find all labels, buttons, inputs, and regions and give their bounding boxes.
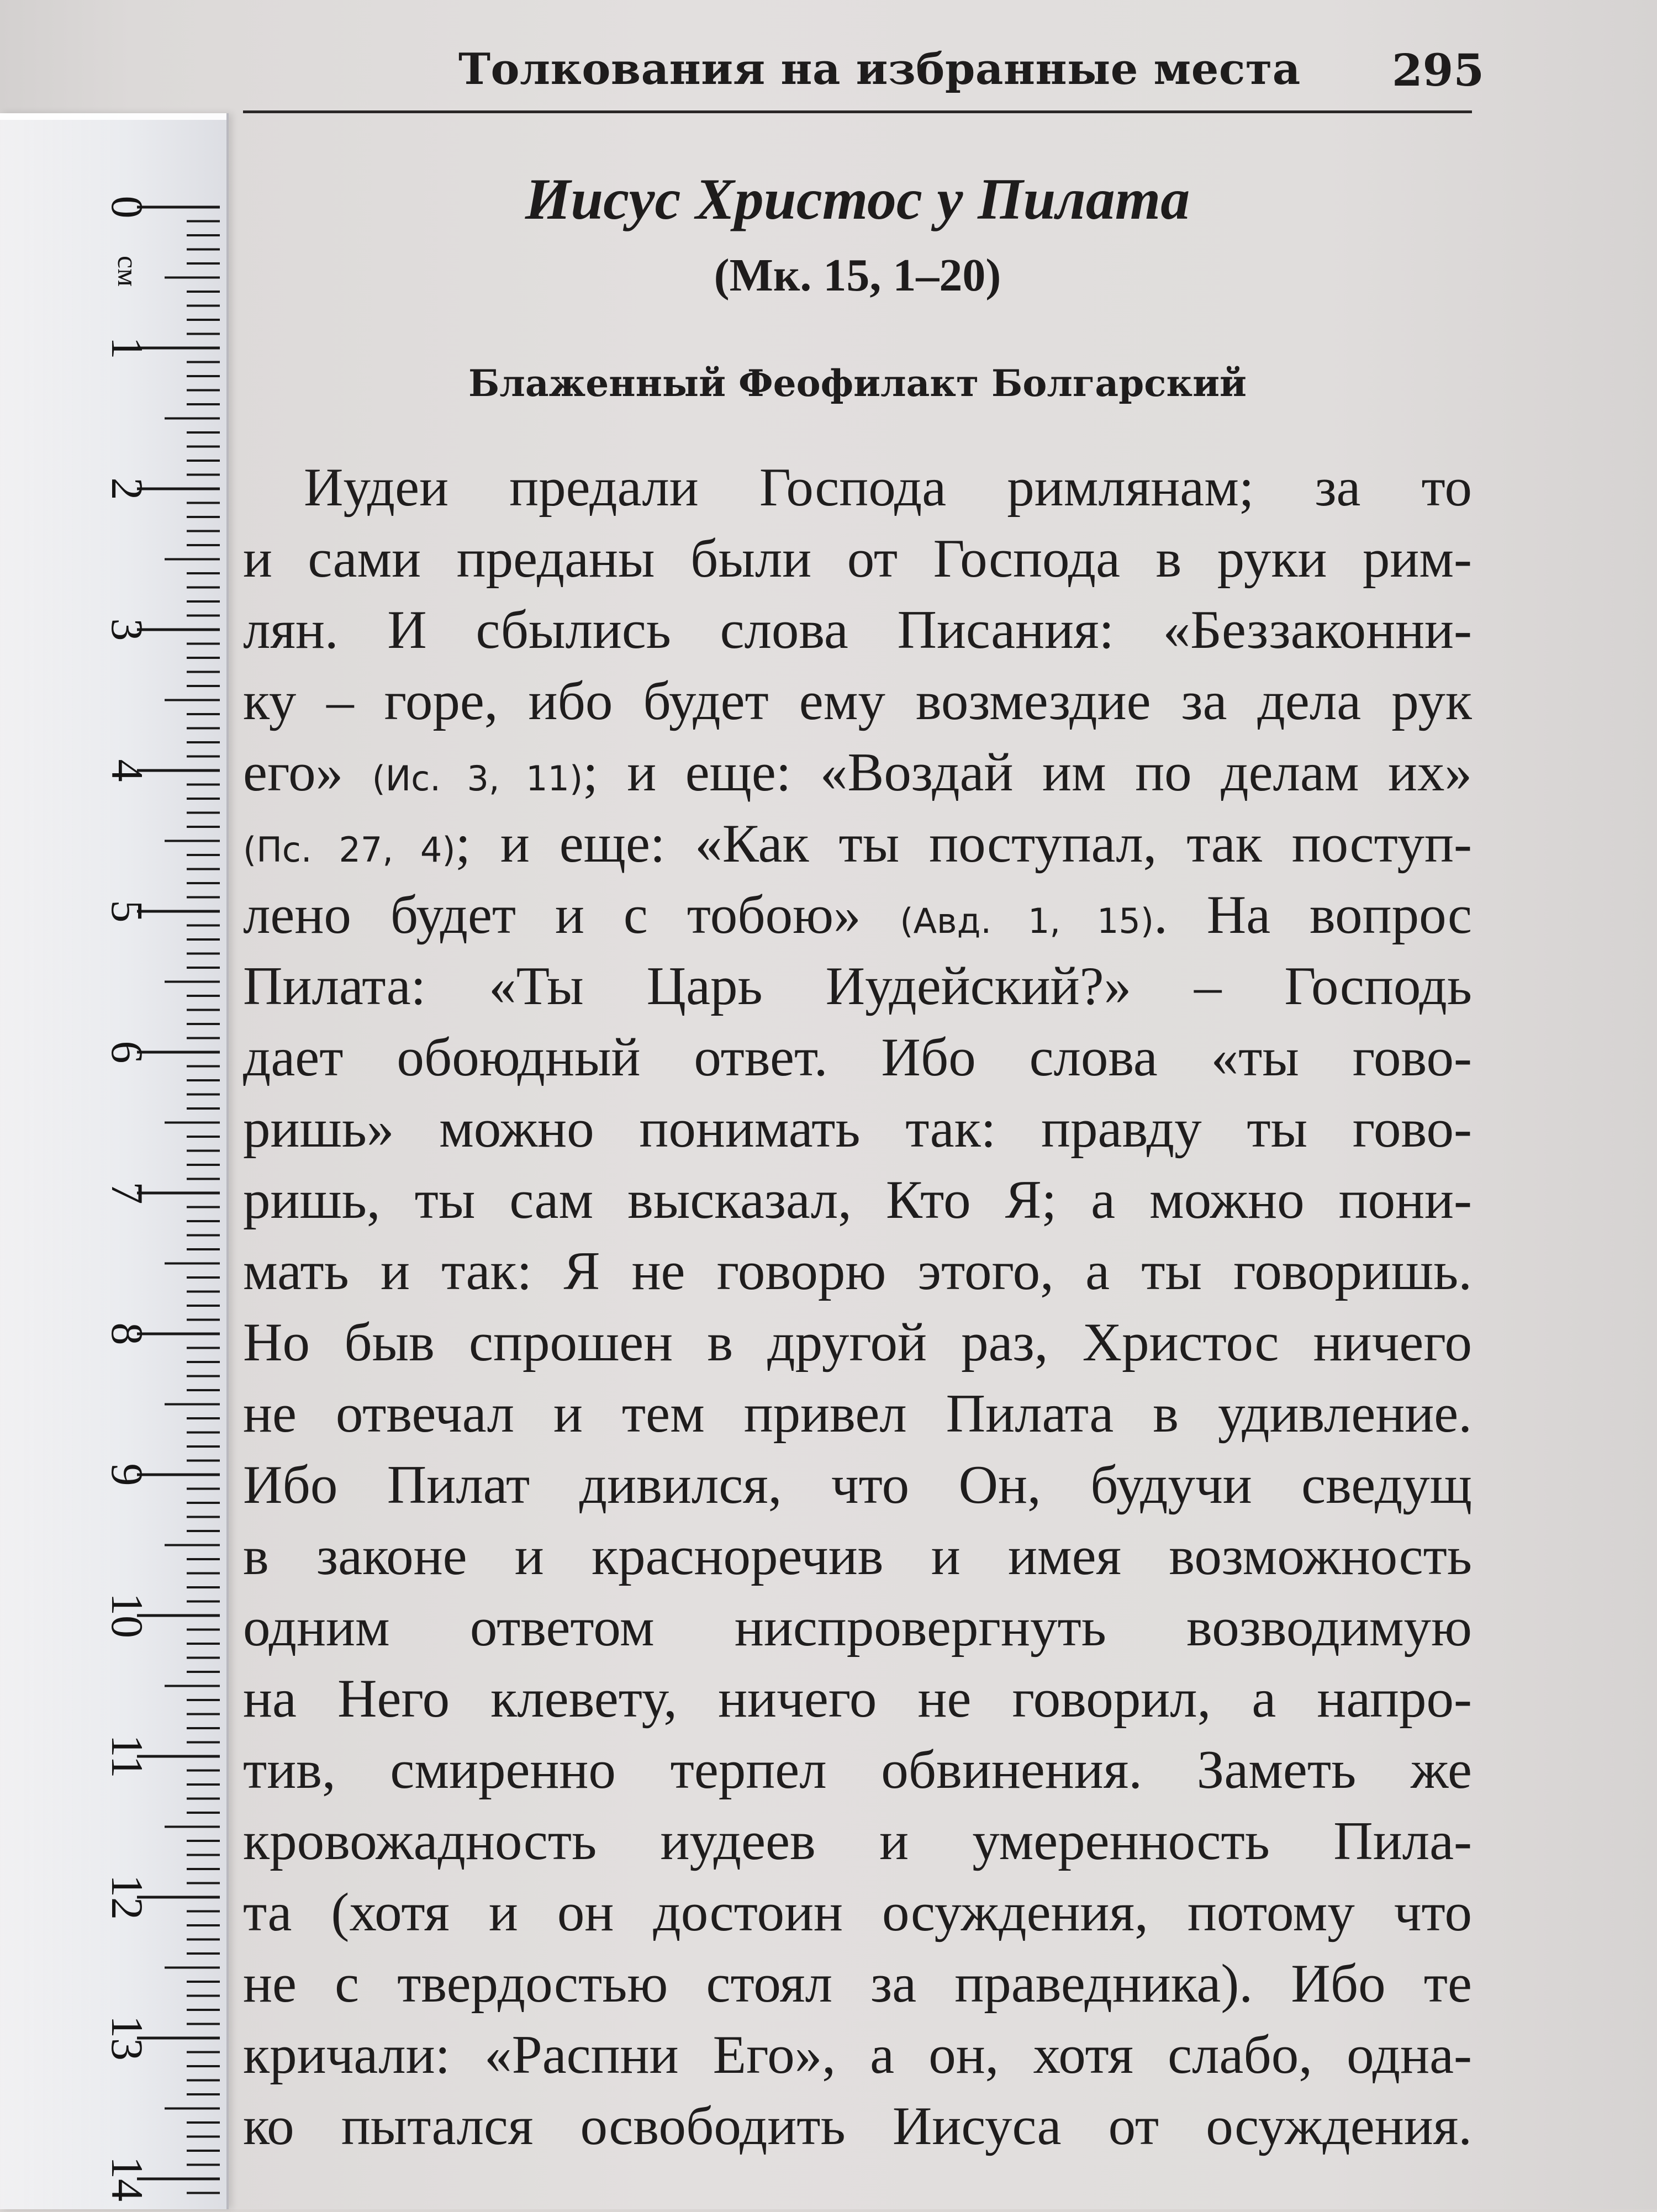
ruler-number: 12 [102, 1875, 152, 1920]
header-rule [243, 110, 1472, 113]
text-line [243, 1521, 1472, 1592]
page-number: 295 [1392, 44, 1484, 96]
text-segment: и сами преданы были от Господа в руки рим- [243, 529, 1472, 589]
text-segment: тив, смиренно терпел обвинения. Заметь же [243, 1740, 1472, 1800]
text-line [243, 1592, 1472, 1663]
ruler-number: 3 [102, 618, 152, 641]
text-segment: на Него клевету, ничего не говорил, а напро- [243, 1669, 1472, 1729]
text-line [243, 666, 1472, 737]
text-segment: кровожадность иудеев и умеренность Пила- [243, 1811, 1472, 1871]
text-line [243, 737, 1472, 808]
text-segment: ришь, ты сам высказал, Кто Я; а можно пони- [243, 1170, 1472, 1230]
ruler-number: 13 [102, 2015, 152, 2061]
text-segment: одним ответом ниспровергнуть возводимую [243, 1597, 1472, 1657]
body-text [243, 452, 1472, 2162]
scripture-reference: (Мк. 15, 1–20) [714, 250, 1001, 301]
text-segment: мать и так: Я не говорю этого, а ты говоришь. [243, 1241, 1472, 1301]
ruler-number: 5 [102, 900, 152, 923]
text-line [243, 2090, 1472, 2162]
ruler-number: 4 [102, 759, 152, 782]
text-segment: Пилата: «Ты Царь Иудейский?» – Господь [243, 956, 1472, 1016]
running-title: Толкования на избранные места [458, 44, 1301, 94]
text-line [243, 1948, 1472, 2019]
transparent-ruler [0, 113, 229, 2209]
ruler-number: 1 [102, 336, 152, 360]
inline-reference: (Пс. 27, 4) [243, 830, 456, 870]
text-segment: ; и еще: «Как ты поступал, так поступ- [455, 814, 1472, 874]
text-segment: лено будет и с тобою» [243, 885, 900, 945]
text-segment: его» [243, 742, 372, 803]
text-line [243, 1734, 1472, 1806]
ruler-number: 9 [102, 1463, 152, 1486]
text-line [243, 1236, 1472, 1307]
ruler-unit-label: см [112, 256, 143, 287]
ruler-number: 6 [102, 1041, 152, 1064]
text-line [243, 1022, 1472, 1093]
text-line [243, 594, 1472, 666]
text-line [243, 452, 1472, 523]
text-segment: не с твердостью стоял за праведника). Ибо те [243, 1954, 1472, 2014]
inline-reference: (Ис. 3, 11) [372, 758, 583, 799]
text-segment: ришь» можно понимать так: правду ты гово- [243, 1099, 1472, 1159]
text-segment: ку – горе, ибо будет ему возмездие за дела рук [243, 671, 1472, 731]
text-line [243, 1093, 1472, 1164]
text-segment: ; и еще: «Воздай им по делам их» [583, 742, 1472, 803]
text-line [243, 1449, 1472, 1521]
text-segment: не отвечал и тем привел Пилата в удивление. [243, 1384, 1472, 1444]
text-segment: дает обоюдный ответ. Ибо слова «ты гово- [243, 1027, 1472, 1087]
text-segment: Иудеи предали Господа римлянам; за то [304, 457, 1472, 518]
ruler-number: 11 [102, 1734, 152, 1778]
text-segment: Ибо Пилат дивился, что Он, будучи сведущ [243, 1455, 1472, 1515]
text-segment: в законе и красноречив и имея возможность [243, 1526, 1472, 1586]
text-line [243, 1663, 1472, 1734]
text-segment: . На вопрос [1154, 885, 1472, 945]
text-line [243, 2019, 1472, 2090]
text-line [243, 1307, 1472, 1378]
ruler-number: 10 [102, 1593, 152, 1638]
inline-reference: (Авд. 1, 15) [900, 901, 1154, 941]
commentary-author: Блаженный Феофилакт Болгарский [468, 362, 1247, 405]
ruler-number: 7 [102, 1181, 152, 1205]
text-line [243, 1877, 1472, 1948]
text-segment: кричали: «Распни Его», а он, хотя слабо, одна- [243, 2025, 1472, 2085]
text-line [243, 951, 1472, 1022]
ruler-number: 2 [102, 477, 152, 500]
ruler-number: 14 [102, 2156, 152, 2202]
ruler-number: 8 [102, 1322, 152, 1345]
text-line [243, 523, 1472, 594]
text-segment: та (хотя и он достоин осуждения, потому что [243, 1882, 1472, 1942]
ruler-number: 0 [102, 196, 152, 219]
text-segment: лян. И сбылись слова Писания: «Беззаконни- [243, 600, 1472, 660]
text-segment: ко пытался освободить Иисуса от осуждения. [243, 2096, 1472, 2156]
text-line [243, 1378, 1472, 1449]
text-line [243, 1164, 1472, 1236]
section-title: Иисус Христос у Пилата [525, 167, 1190, 231]
text-line [243, 1806, 1472, 1877]
text-line [243, 879, 1472, 951]
text-segment: Но быв спрошен в другой раз, Христос ничего [243, 1312, 1472, 1372]
text-line [243, 808, 1472, 879]
